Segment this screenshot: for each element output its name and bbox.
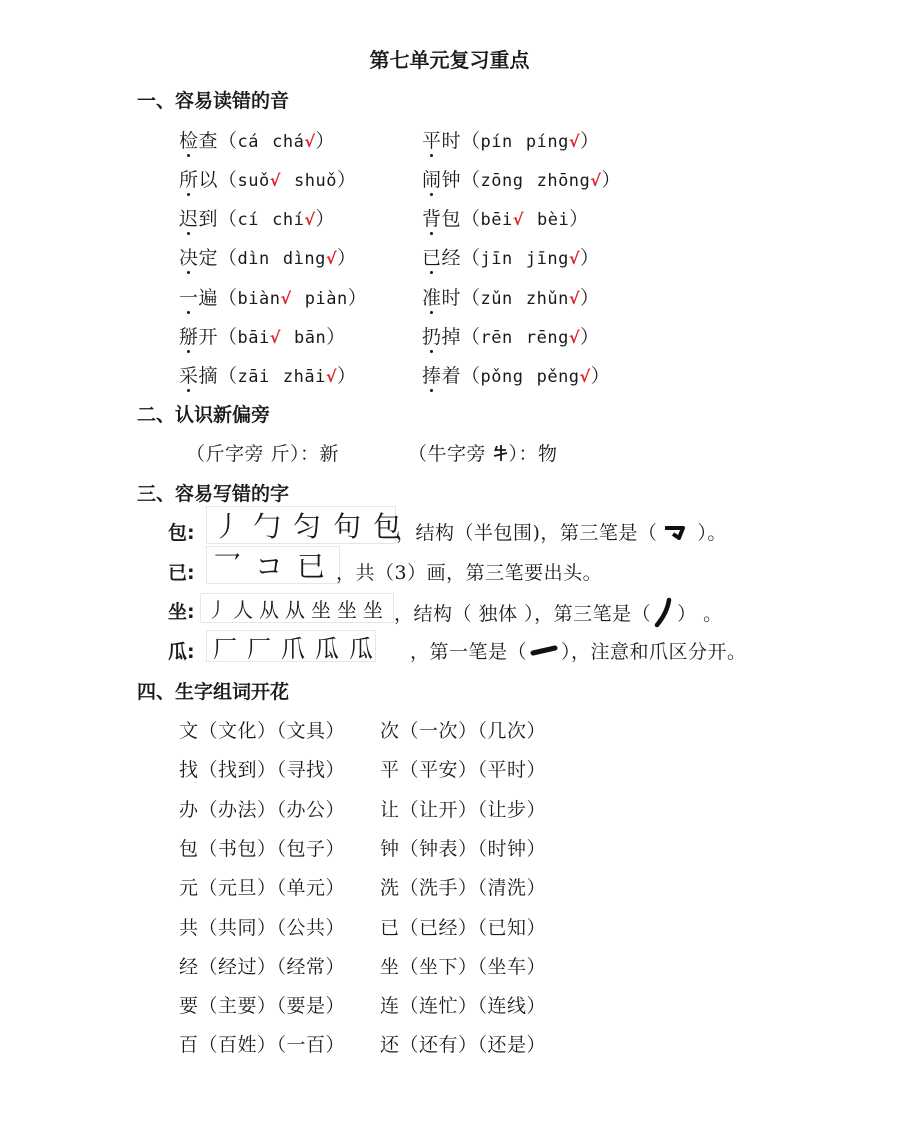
stroke-label-gua: 瓜: bbox=[168, 641, 195, 663]
pronunciation-word bbox=[179, 208, 218, 230]
check-mark-icon: √ bbox=[280, 289, 292, 308]
stroke-order-box-zuo bbox=[200, 593, 394, 623]
pronunciation-item bbox=[179, 322, 346, 349]
spacer bbox=[281, 169, 294, 191]
pinyin-option-a: jīn bbox=[480, 249, 513, 269]
paren-open: （ bbox=[218, 169, 238, 191]
pinyin-option-b: pěng bbox=[536, 367, 580, 387]
stroke-label-zuo: 坐: bbox=[168, 601, 195, 623]
pinyin-option-b: zhāi bbox=[282, 367, 326, 387]
word-char-emphasized: 闹 bbox=[422, 169, 442, 191]
gua-step: 厂 bbox=[213, 634, 237, 663]
paren-close: ） bbox=[579, 326, 600, 348]
paren-open: （ bbox=[218, 130, 238, 152]
pronunciation-word bbox=[422, 326, 461, 348]
pinyin-option-b: píng bbox=[525, 132, 569, 152]
paren-open: （ bbox=[461, 130, 481, 152]
pinyin-option-b: bān bbox=[294, 328, 327, 348]
check-mark-icon: √ bbox=[568, 249, 580, 268]
pinyin-option-a: zōng bbox=[480, 171, 524, 191]
check-mark-icon: √ bbox=[512, 210, 524, 229]
pronunciation-item bbox=[422, 322, 600, 349]
pronunciation-word bbox=[179, 130, 218, 152]
pinyin-option-a: cí bbox=[237, 210, 260, 230]
pinyin-option-a: pín bbox=[480, 132, 513, 152]
word-char: 开 bbox=[198, 326, 219, 348]
page-title: 第七单元复习重点 bbox=[369, 48, 530, 72]
paren-close: ） bbox=[326, 326, 346, 348]
paren-open: （ bbox=[461, 208, 481, 230]
spacer bbox=[524, 169, 537, 191]
bao-step: 匀 bbox=[293, 510, 322, 543]
spacer bbox=[259, 208, 272, 230]
pinyin-option-a: bāi bbox=[237, 328, 270, 348]
paren-open: （ bbox=[218, 365, 238, 387]
paren-close: ） bbox=[336, 247, 357, 269]
pronunciation-word bbox=[179, 326, 218, 348]
word-char-emphasized: 检 bbox=[179, 130, 199, 152]
word-group-item: 次（一次）（几次） bbox=[380, 720, 547, 742]
word-char-emphasized: 捧 bbox=[422, 365, 442, 387]
check-mark-icon: √ bbox=[568, 289, 580, 308]
paren-open: （ bbox=[218, 287, 238, 309]
check-mark-icon: √ bbox=[269, 171, 281, 190]
paren-open: （ bbox=[461, 326, 481, 348]
radical-item-niu bbox=[408, 439, 558, 466]
word-group-item: 共（共同）（公共） bbox=[179, 916, 346, 939]
word-char: 经 bbox=[441, 247, 462, 269]
word-char: 摘 bbox=[198, 365, 219, 387]
check-mark-icon: √ bbox=[568, 132, 580, 151]
yi-note: ，共（3）画，第三笔要出头。 bbox=[336, 562, 603, 584]
pinyin-option-a: pǒng bbox=[480, 367, 524, 387]
gua-note-pre: ，第一笔是（ bbox=[410, 641, 528, 663]
niu-radical-icon bbox=[493, 444, 509, 462]
word-char: 包 bbox=[441, 208, 462, 230]
pinyin-option-b: shuǒ bbox=[294, 171, 337, 191]
paren-close: ） bbox=[579, 130, 600, 152]
zuo-step: 坐 bbox=[363, 597, 383, 622]
pronunciation-word bbox=[422, 287, 461, 309]
check-mark-icon: √ bbox=[269, 328, 281, 347]
spacer bbox=[524, 208, 537, 230]
paren-open: （ bbox=[461, 365, 481, 387]
zuo-note-pre: ，结构（ 独体 ），第三笔是（ bbox=[394, 603, 652, 625]
bao-step: 丿 bbox=[213, 510, 242, 543]
paren-open: （ bbox=[218, 208, 238, 230]
pinyin-option-b: zhǔn bbox=[525, 289, 569, 309]
pronunciation-word bbox=[422, 169, 461, 191]
bao-step: 包 bbox=[373, 510, 402, 543]
word-char: 定 bbox=[198, 247, 219, 269]
word-char: 时 bbox=[441, 287, 462, 309]
word-char: 以 bbox=[198, 169, 219, 191]
pinyin-option-b: bèi bbox=[537, 210, 570, 230]
yi-step: 已 bbox=[297, 550, 326, 583]
bao-step: 句 bbox=[333, 510, 362, 543]
word-char-emphasized: 背 bbox=[422, 208, 442, 230]
word-group-item: 文（文化）（文具） bbox=[179, 720, 346, 742]
word-group-item: 让（让开）（让步） bbox=[380, 798, 547, 821]
word-group-item: 元（元旦）（单元） bbox=[179, 877, 346, 900]
paren-close: ） bbox=[336, 365, 357, 387]
word-group-item: 办（办法）（办公） bbox=[179, 798, 346, 821]
word-char-emphasized: 已 bbox=[422, 247, 442, 269]
paren-close: ） bbox=[579, 287, 600, 309]
radical-niu-pre: （牛字旁 bbox=[408, 443, 493, 465]
pinyin-option-b: chá bbox=[272, 132, 305, 152]
word-char: 遍 bbox=[198, 287, 219, 309]
radical-niu-post: ）：物 bbox=[508, 443, 558, 465]
section-heading-pronunciation: 一、容易读错的音 bbox=[137, 90, 290, 112]
zuo-step: 坐 bbox=[311, 597, 331, 622]
pinyin-option-b: chí bbox=[272, 210, 305, 230]
spacer bbox=[513, 287, 526, 309]
stroke-pie-icon bbox=[651, 597, 677, 629]
spacer bbox=[281, 326, 294, 348]
word-group-item: 洗（洗手）（清洗） bbox=[380, 877, 547, 900]
check-mark-icon: √ bbox=[590, 171, 602, 190]
paren-close: ） bbox=[601, 169, 621, 191]
stroke-heng-icon bbox=[527, 642, 561, 660]
spacer bbox=[513, 130, 526, 152]
zuo-step: 丿 bbox=[207, 597, 227, 622]
spacer bbox=[292, 287, 305, 309]
word-group-item: 包（书包）（包子） bbox=[179, 837, 346, 860]
pinyin-option-b: piàn bbox=[304, 289, 348, 309]
word-group-item: 要（主要）（要是） bbox=[179, 995, 346, 1018]
word-char-emphasized: 一 bbox=[179, 287, 199, 309]
paren-close: ） bbox=[315, 208, 336, 230]
paren-close: ） bbox=[347, 287, 368, 309]
word-char: 着 bbox=[441, 365, 462, 387]
section-heading-radicals: 二、认识新偏旁 bbox=[137, 404, 271, 426]
paren-close: ） bbox=[315, 130, 336, 152]
word-group-item: 连（连忙）（连线） bbox=[380, 995, 547, 1018]
word-char: 掉 bbox=[441, 326, 462, 348]
gua-step: 瓜 bbox=[315, 634, 339, 663]
stroke-order-box-yi bbox=[206, 546, 340, 584]
zuo-step: 从 bbox=[259, 597, 279, 622]
pronunciation-item bbox=[179, 243, 357, 270]
pinyin-option-b: zhōng bbox=[536, 171, 591, 191]
gua-step: 瓜 bbox=[349, 634, 373, 663]
yi-step: コ bbox=[255, 550, 284, 583]
bao-step: 勹 bbox=[253, 510, 282, 543]
paren-close: ） bbox=[579, 247, 600, 269]
pronunciation-word bbox=[422, 208, 461, 230]
stroke-label-yi: 已: bbox=[168, 562, 195, 584]
word-char-emphasized: 准 bbox=[422, 287, 442, 309]
pronunciation-word bbox=[179, 287, 218, 309]
check-mark-icon: √ bbox=[325, 367, 337, 386]
check-mark-icon: √ bbox=[304, 132, 316, 151]
pronunciation-item bbox=[179, 283, 367, 310]
pinyin-option-a: biàn bbox=[237, 289, 281, 309]
word-char-emphasized: 扔 bbox=[422, 326, 442, 348]
pronunciation-word bbox=[422, 365, 461, 387]
stroke-order-box-gua bbox=[206, 630, 376, 662]
pronunciation-word bbox=[422, 247, 461, 269]
word-char-emphasized: 迟 bbox=[179, 208, 199, 230]
pinyin-option-a: dìn bbox=[237, 249, 270, 269]
word-group-item: 坐（坐下）（坐车） bbox=[380, 955, 547, 978]
pronunciation-item bbox=[179, 165, 357, 192]
paren-close: ） bbox=[590, 365, 611, 387]
yi-step: 乛 bbox=[213, 550, 242, 583]
pronunciation-item bbox=[179, 126, 335, 153]
pinyin-option-a: bēi bbox=[480, 210, 513, 230]
word-group-item: 平（平安）（平时） bbox=[380, 759, 547, 782]
pronunciation-word bbox=[422, 130, 461, 152]
word-char: 到 bbox=[198, 208, 219, 230]
spacer bbox=[513, 326, 526, 348]
stroke-order-box-bao bbox=[206, 506, 402, 544]
word-group-item: 还（还有）（还是） bbox=[380, 1034, 547, 1057]
spacer bbox=[513, 247, 526, 269]
word-char-emphasized: 平 bbox=[422, 130, 442, 152]
zuo-step: 人 bbox=[233, 597, 253, 622]
pinyin-option-a: zāi bbox=[237, 367, 270, 387]
word-group-item: 百（百姓）（一百） bbox=[179, 1034, 346, 1057]
word-group-item: 找（找到）（寻找） bbox=[179, 759, 346, 782]
spacer bbox=[270, 365, 283, 387]
spacer bbox=[524, 365, 537, 387]
pronunciation-item bbox=[179, 204, 335, 231]
pronunciation-item bbox=[422, 361, 610, 388]
pronunciation-item bbox=[422, 283, 600, 310]
word-group-item: 钟（钟表）（时钟） bbox=[380, 837, 547, 860]
word-char-emphasized: 掰 bbox=[179, 326, 199, 348]
pinyin-option-a: rēn bbox=[480, 328, 513, 348]
paren-open: （ bbox=[461, 287, 481, 309]
gua-step: 爪 bbox=[281, 634, 305, 663]
bao-note bbox=[396, 518, 727, 545]
paren-open: （ bbox=[218, 247, 238, 269]
gua-step: 厂 bbox=[247, 634, 271, 663]
word-group-item: 已（已经）（已知） bbox=[380, 916, 547, 939]
word-char: 钟 bbox=[441, 169, 462, 191]
check-mark-icon: √ bbox=[579, 367, 591, 386]
stroke-hengzhegou-icon bbox=[657, 522, 697, 542]
pronunciation-word bbox=[179, 169, 218, 191]
pronunciation-word bbox=[179, 365, 218, 387]
gua-note bbox=[410, 637, 747, 664]
spacer bbox=[259, 130, 272, 152]
stroke-label-bao: 包: bbox=[168, 522, 195, 544]
word-char: 查 bbox=[198, 130, 219, 152]
pronunciation-item bbox=[179, 361, 357, 388]
word-char-emphasized: 所 bbox=[179, 169, 199, 191]
radical-item-jin: （斤字旁 斤）：新 bbox=[186, 443, 340, 465]
section-heading-word-groups: 四、生字组词开花 bbox=[137, 681, 290, 703]
word-char-emphasized: 决 bbox=[179, 247, 199, 269]
pinyin-option-b: dìng bbox=[282, 249, 326, 269]
check-mark-icon: √ bbox=[325, 249, 337, 268]
word-group-item: 经（经过）（经常） bbox=[179, 955, 346, 978]
pinyin-option-b: jīng bbox=[525, 249, 569, 269]
section-heading-miswritten: 三、容易写错的字 bbox=[137, 483, 290, 505]
paren-close: ） bbox=[336, 169, 357, 191]
paren-close: ） bbox=[569, 208, 589, 230]
pinyin-option-a: cá bbox=[237, 132, 260, 152]
check-mark-icon: √ bbox=[568, 328, 580, 347]
pronunciation-item bbox=[422, 204, 589, 231]
bao-note-post: ）。 bbox=[697, 522, 727, 544]
gua-note-post: ），注意和爪区分开。 bbox=[561, 641, 747, 663]
pinyin-option-b: rēng bbox=[525, 328, 569, 348]
zuo-step: 从 bbox=[285, 597, 305, 622]
pronunciation-item bbox=[422, 243, 600, 270]
bao-note-pre: ，结构（半包围)，第三笔是（ bbox=[396, 522, 658, 544]
pronunciation-word bbox=[179, 247, 218, 269]
zuo-step: 坐 bbox=[337, 597, 357, 622]
paren-open: （ bbox=[461, 169, 481, 191]
paren-open: （ bbox=[218, 326, 238, 348]
spacer bbox=[270, 247, 283, 269]
check-mark-icon: √ bbox=[304, 210, 316, 229]
zuo-note bbox=[394, 597, 723, 629]
word-char: 时 bbox=[441, 130, 462, 152]
pronunciation-item bbox=[422, 126, 600, 153]
zuo-note-post: ） 。 bbox=[677, 603, 723, 625]
pronunciation-item bbox=[422, 165, 621, 192]
pinyin-option-a: suǒ bbox=[237, 171, 270, 191]
paren-open: （ bbox=[461, 247, 481, 269]
word-char-emphasized: 采 bbox=[179, 365, 199, 387]
pinyin-option-a: zǔn bbox=[480, 289, 513, 309]
